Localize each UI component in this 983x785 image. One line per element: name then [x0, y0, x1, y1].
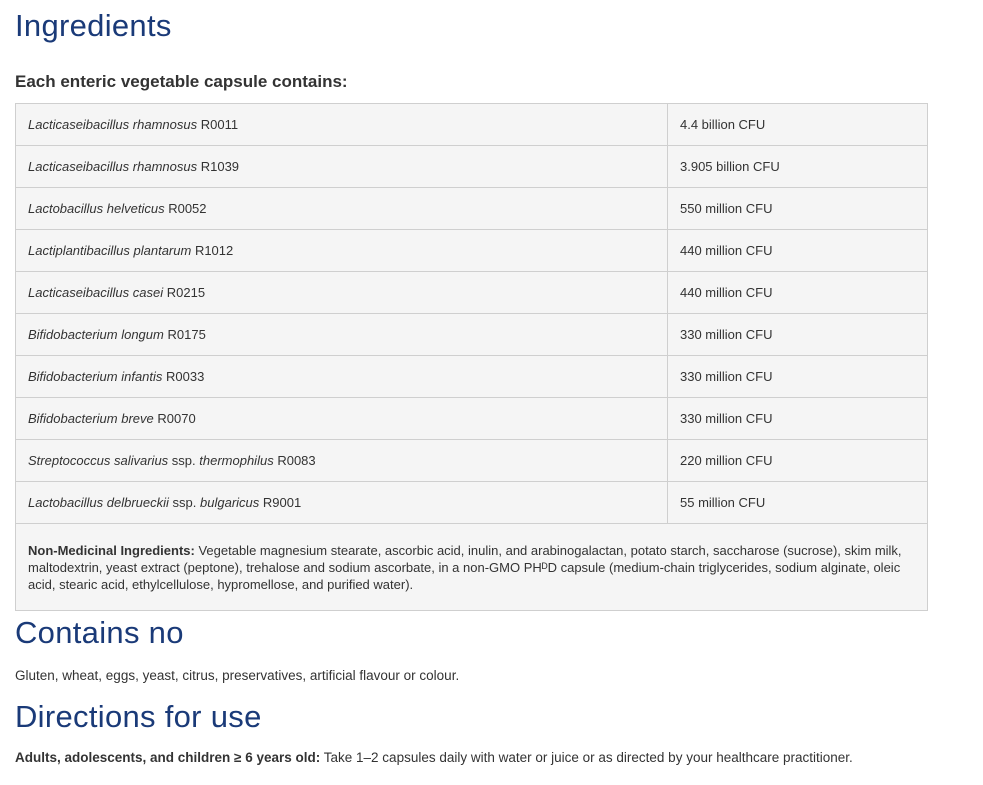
strain-code: R1039	[200, 159, 240, 174]
species-name: Lacticaseibacillus rhamnosus	[28, 117, 198, 132]
ingredient-amount-cell: 550 million CFU	[668, 188, 928, 230]
strain-code: R0215	[166, 285, 206, 300]
ingredient-name-cell	[16, 398, 668, 440]
ingredient-amount-cell: 440 million CFU	[668, 230, 928, 272]
subspecies-name: thermophilus	[199, 453, 274, 468]
ingredient-amount-cell: 330 million CFU	[668, 398, 928, 440]
ingredient-amount-cell: 220 million CFU	[668, 440, 928, 482]
ingredient-name-cell	[16, 188, 668, 230]
ingredient-amount-cell: 3.905 billion CFU	[668, 146, 928, 188]
strain-code: R0070	[157, 411, 196, 426]
table-row	[16, 356, 928, 398]
strain-code: R1012	[194, 243, 234, 258]
strain-code: R0033	[166, 369, 205, 384]
ingredient-name-cell	[16, 482, 668, 524]
ingredient-amount-cell: 330 million CFU	[668, 314, 928, 356]
species-name: Bifidobacterium infantis	[28, 369, 163, 384]
table-row	[16, 272, 928, 314]
species-name: Bifidobacterium breve	[28, 411, 154, 426]
ingredient-amount-cell: 330 million CFU	[668, 356, 928, 398]
table-row	[16, 146, 928, 188]
table-row	[16, 188, 928, 230]
ingredient-amount-cell: 55 million CFU	[668, 482, 928, 524]
ingredient-name-cell	[16, 272, 668, 314]
strain-code: R0083	[277, 453, 316, 468]
species-name: Lactiplantibacillus plantarum	[28, 243, 192, 258]
strain-code: R0011	[200, 117, 239, 132]
contains-no-text: Gluten, wheat, eggs, yeast, citrus, preservatives, artificial flavour or colour.	[15, 668, 460, 683]
strain-code: R0175	[167, 327, 206, 342]
ingredient-amount-cell: 440 million CFU	[668, 272, 928, 314]
non-medicinal-row	[16, 524, 928, 611]
ingredients-table-body	[16, 104, 928, 611]
strain-code: R9001	[262, 495, 302, 510]
directions-label: Adults, adolescents, and children ≥ 6 years old:	[15, 750, 321, 765]
subspecies-marker: ssp.	[172, 495, 197, 510]
species-name: Bifidobacterium longum	[28, 327, 164, 342]
directions-body: Take 1–2 capsules daily with water or juice or as directed by your healthcare practitioner.	[323, 750, 853, 765]
non-medicinal-label: Non-Medicinal Ingredients:	[28, 542, 195, 558]
table-row	[16, 398, 928, 440]
ingredient-name-cell	[16, 314, 668, 356]
ingredient-amount-cell: 4.4 billion CFU	[668, 104, 928, 146]
ingredient-name-cell	[16, 146, 668, 188]
table-row	[16, 230, 928, 272]
ingredients-table	[15, 103, 928, 611]
capsule-contains-subheading: Each enteric vegetable capsule contains:	[15, 72, 348, 91]
ingredient-name-cell	[16, 440, 668, 482]
species-name: Lactobacillus helveticus	[28, 201, 165, 216]
non-medicinal-text: Vegetable magnesium stearate, ascorbic acid, inulin, and arabinogalactan, potato starch, saccharose (sucrose), skim milk, maltodextrin, yeast extract (peptone), trehalose and sodium ascorbate, in a non-GMO PHᴰD capsule (medium-chain triglycerides, sodium alginate, oleic acid, stearic acid, ethylcellulose, hypromellose, and purified water).	[28, 542, 902, 592]
non-medicinal-cell	[16, 524, 928, 611]
ingredients-heading: Ingredients	[15, 8, 172, 43]
subspecies-marker: ssp.	[171, 453, 196, 468]
table-row	[16, 482, 928, 524]
table-row	[16, 104, 928, 146]
ingredient-name-cell	[16, 356, 668, 398]
directions-heading: Directions for use	[15, 699, 262, 734]
ingredient-name-cell	[16, 104, 668, 146]
species-name: Lactobacillus delbrueckii	[28, 495, 169, 510]
table-row	[16, 440, 928, 482]
table-row	[16, 314, 928, 356]
strain-code: R0052	[168, 201, 207, 216]
directions-text	[15, 749, 853, 767]
ingredient-name-cell	[16, 230, 668, 272]
contains-no-heading: Contains no	[15, 615, 184, 650]
species-name: Lacticaseibacillus rhamnosus	[28, 159, 198, 174]
subspecies-name: bulgaricus	[200, 495, 260, 510]
species-name: Lacticaseibacillus casei	[28, 285, 164, 300]
species-name: Streptococcus salivarius	[28, 453, 169, 468]
